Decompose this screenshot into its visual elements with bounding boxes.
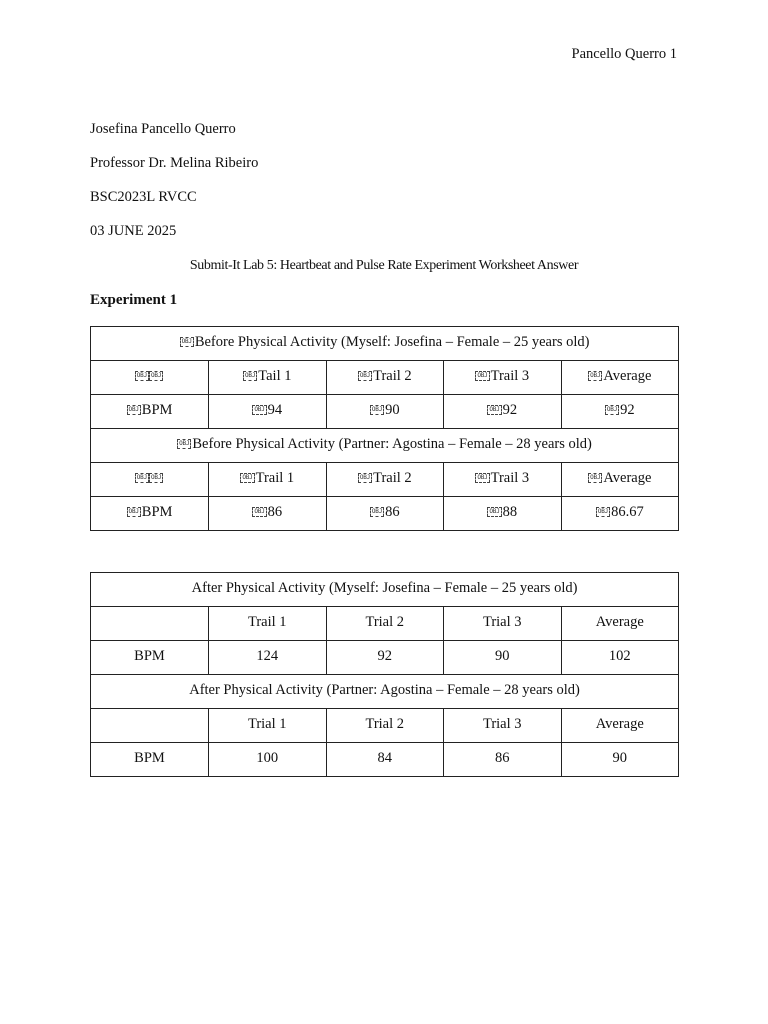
table-caption [91, 429, 679, 463]
table-cell [444, 395, 562, 429]
table-header-cell [209, 361, 327, 395]
object-placeholder-icon: OBJ [151, 372, 162, 379]
table-header-row [91, 607, 679, 641]
cell-value: 90 [385, 402, 400, 418]
object-placeholder-icon: OBJ [179, 440, 190, 447]
table-header-cell [561, 361, 679, 395]
object-placeholder-icon: OBJ [245, 372, 256, 379]
table-cell [326, 395, 444, 429]
object-placeholder-icon: OBJ [371, 406, 383, 413]
table-header-cell [326, 463, 444, 497]
caption-text: Before Physical Activity (Partner: Agostina – Female – 28 years old) [192, 436, 592, 452]
table-caption-row [91, 675, 679, 709]
header-text: Average [603, 368, 652, 384]
table-cell [209, 497, 327, 531]
table-row [91, 395, 679, 429]
table-header-cell: Trial 3 [444, 709, 562, 743]
table-header-cell [326, 361, 444, 395]
object-placeholder-icon: OBJ [254, 406, 265, 413]
row-label-cell [91, 395, 209, 429]
object-placeholder-icon: OBJ [128, 508, 139, 515]
cell-value: 86 [267, 504, 283, 520]
header-text: Average [603, 470, 652, 486]
cell-value: 88 [502, 504, 518, 520]
table-header-cell: Trial 3 [444, 607, 562, 641]
object-placeholder-icon: OBJ [136, 372, 147, 379]
table-row [91, 743, 679, 777]
table-header-cell [444, 361, 562, 395]
running-head: Pancello Querro 1 [571, 46, 677, 62]
table-cell: 92 [326, 641, 444, 675]
table-header-cell [209, 463, 327, 497]
table-header-cell: Trial 1 [209, 709, 327, 743]
object-placeholder-icon: OBJ [489, 508, 500, 515]
table-cell: 90 [444, 641, 562, 675]
table-header-cell [561, 463, 679, 497]
document-date: 03 JUNE 2025 [90, 223, 177, 239]
row-label-cell: BPM [91, 743, 209, 777]
course-code: BSC2023L RVCC [90, 189, 197, 205]
object-placeholder-icon: OBJ [477, 372, 488, 379]
object-placeholder-icon: OBJ [597, 508, 609, 515]
caption-text: Before Physical Activity (Myself: Josefina – Female – 25 years old) [194, 334, 590, 350]
table-header-cell [444, 463, 562, 497]
table-caption: After Physical Activity (Partner: Agostina – Female – 28 years old) [91, 675, 679, 709]
document-title: Submit-It Lab 5: Heartbeat and Pulse Rate Experiment Worksheet Answer [189, 258, 579, 273]
header-text: Trail 2 [373, 368, 412, 384]
table-caption-row [91, 327, 679, 361]
table-cell: 102 [561, 641, 679, 675]
header-text: Trail 3 [490, 368, 530, 384]
object-placeholder-icon: OBJ [489, 406, 500, 413]
object-placeholder-icon: OBJ [371, 508, 383, 515]
table-cell: 86 [444, 743, 562, 777]
object-placeholder-icon: OBJ [359, 372, 371, 379]
object-placeholder-icon: OBJ [477, 474, 488, 481]
cell-value: 86 [385, 504, 400, 520]
table-cell [209, 395, 327, 429]
table-header-cell [91, 709, 209, 743]
table-header-cell: Average [561, 709, 679, 743]
table-caption: After Physical Activity (Myself: Josefina – Female – 25 years old) [91, 573, 679, 607]
table-row [91, 641, 679, 675]
table-header-cell: Trail 1 [209, 607, 327, 641]
table-header-cell: Average [561, 607, 679, 641]
row-label: BPM [141, 402, 173, 418]
professor-name: Professor Dr. Melina Ribeiro [90, 155, 259, 171]
before-activity-table [90, 326, 679, 531]
header-text: Trail 2 [373, 470, 412, 486]
object-placeholder-icon: OBJ [590, 474, 601, 481]
table-cell: 100 [209, 743, 327, 777]
table-header-cell [91, 361, 209, 395]
cell-value: 92 [620, 402, 635, 418]
student-name: Josefina Pancello Querro [90, 121, 236, 137]
table-caption-row [91, 429, 679, 463]
cell-value: 94 [267, 402, 283, 418]
table-header-row [91, 361, 679, 395]
table-cell: 124 [209, 641, 327, 675]
table-cell: 84 [326, 743, 444, 777]
cell-value: 92 [502, 402, 518, 418]
table-header-cell [91, 463, 209, 497]
table-cell [444, 497, 562, 531]
table-header-row [91, 463, 679, 497]
object-placeholder-icon: OBJ [151, 474, 162, 481]
table-header-cell: Trial 2 [326, 607, 444, 641]
row-label: BPM [141, 504, 173, 520]
object-placeholder-icon: OBJ [128, 406, 139, 413]
object-placeholder-icon: OBJ [242, 474, 253, 481]
object-placeholder-icon: OBJ [606, 406, 618, 413]
header-text: Trail 1 [255, 470, 295, 486]
row-label-cell [91, 497, 209, 531]
table-header-cell [91, 607, 209, 641]
row-label-cell: BPM [91, 641, 209, 675]
header-text: Tail 1 [258, 368, 292, 384]
table-row [91, 497, 679, 531]
table-cell [561, 395, 679, 429]
object-placeholder-icon: OBJ [359, 474, 371, 481]
object-placeholder-icon: OBJ [136, 474, 147, 481]
object-placeholder-icon: OBJ [254, 508, 265, 515]
table-caption [91, 327, 679, 361]
table-cell: 90 [561, 743, 679, 777]
table-header-row [91, 709, 679, 743]
table-cell [561, 497, 679, 531]
table-header-cell: Trial 2 [326, 709, 444, 743]
cell-value: 86.67 [611, 504, 644, 520]
table-caption-row [91, 573, 679, 607]
object-placeholder-icon: OBJ [590, 372, 601, 379]
object-placeholder-icon: OBJ [181, 338, 192, 345]
section-heading: Experiment 1 [90, 292, 178, 308]
after-activity-table [90, 572, 679, 777]
header-text: Trail 3 [490, 470, 530, 486]
table-cell [326, 497, 444, 531]
